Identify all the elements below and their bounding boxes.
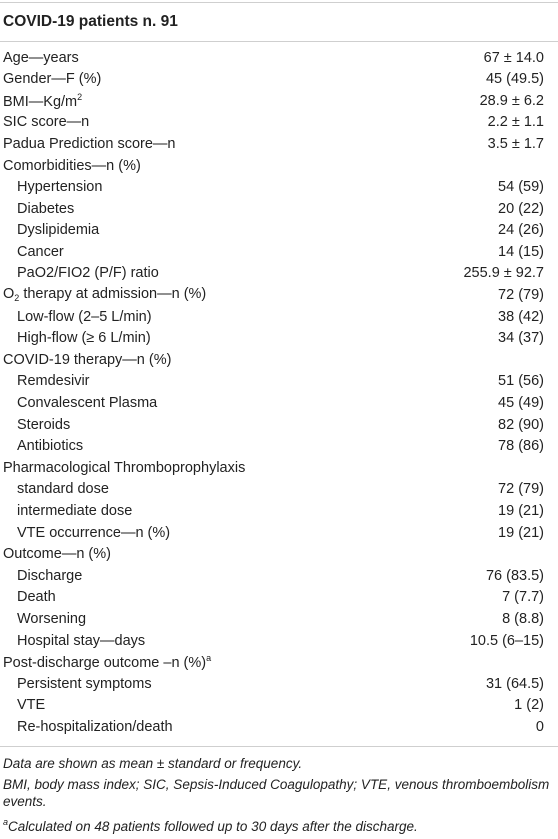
row-label-text-after: therapy at admission—n (%): [19, 286, 207, 303]
row-label-text: Discharge: [17, 567, 83, 584]
row-value: 38 (42): [498, 308, 544, 325]
row-value: 45 (49): [498, 395, 544, 412]
row-label-text: Antibiotics: [17, 438, 84, 455]
table-row: [0, 306, 558, 328]
row-value: 24 (26): [498, 222, 544, 239]
table-row: [0, 133, 558, 155]
row-label-superscript: 2: [77, 91, 83, 102]
note-footnote-a: [3, 814, 555, 835]
table-row: [0, 371, 558, 393]
row-label-text: Hypertension: [17, 179, 103, 196]
row-label-text: VTE occurrence—n (%): [17, 524, 171, 541]
row-value: 255.9 ± 92.7: [463, 265, 544, 282]
table-row: [0, 69, 558, 91]
row-label-text: O: [3, 286, 15, 303]
row-label-text: BMI—Kg/m: [3, 93, 78, 110]
table-row: [0, 457, 558, 479]
row-value: 3.5 ± 1.7: [487, 135, 544, 152]
table-row: [0, 47, 558, 69]
table-row: [0, 414, 558, 436]
row-label-text: Diabetes: [17, 200, 75, 217]
row-label: [0, 698, 45, 713]
row-label: [0, 677, 152, 692]
row-label-text: Cancer: [17, 243, 64, 260]
row-label-text: Re-hospitalization/death: [17, 718, 173, 735]
row-label: [0, 482, 109, 497]
row-label: [0, 720, 173, 735]
row-value: 34 (37): [498, 330, 544, 347]
row-value: 10.5 (6–15): [469, 632, 544, 649]
row-label-text: Post-discharge outcome –n (%): [3, 655, 207, 672]
row-value: 76 (83.5): [485, 567, 544, 584]
row-label-text: COVID-19 therapy—n (%): [3, 351, 172, 368]
row-label: [0, 266, 159, 281]
table-row: [0, 263, 558, 285]
row-label: [0, 461, 245, 476]
table-row: [0, 349, 558, 371]
row-label-text: High-flow (≥ 6 L/min): [17, 330, 151, 347]
table-row: [0, 155, 558, 177]
row-value: 54 (59): [498, 179, 544, 196]
row-label-text: Pharmacological Thromboprophylaxis: [3, 459, 246, 476]
table-row: [0, 500, 558, 522]
row-value: 2.2 ± 1.1: [487, 114, 544, 131]
row-value: 19 (21): [498, 503, 544, 520]
row-label: [0, 331, 151, 346]
row-value: 45 (49.5): [485, 71, 544, 88]
row-label: [0, 396, 157, 411]
row-label: [0, 159, 141, 174]
row-label: [0, 569, 82, 584]
table-header: [0, 2, 558, 42]
row-label: [0, 72, 101, 87]
row-value: 72 (79): [498, 481, 544, 498]
row-label-text: standard dose: [17, 481, 109, 498]
table-row: [0, 479, 558, 501]
table-row: [0, 544, 558, 566]
row-value: 82 (90): [498, 416, 544, 433]
footnote-text: Calculated on 48 patients followed up to 30 days after the discharge.: [8, 819, 418, 834]
row-label-text: Steroids: [17, 416, 71, 433]
row-value: 78 (86): [498, 438, 544, 455]
row-value: 0: [535, 718, 544, 735]
table-row: [0, 630, 558, 652]
row-value: 20 (22): [498, 200, 544, 217]
row-label-text: Dyslipidemia: [17, 222, 100, 239]
row-value: 19 (21): [498, 524, 544, 541]
table-row: [0, 241, 558, 263]
row-label-text: Age—years: [3, 49, 79, 66]
row-label-text: Worsening: [17, 610, 87, 627]
table-row: [0, 565, 558, 587]
row-value: 14 (15): [498, 243, 544, 260]
table-row: [0, 220, 558, 242]
row-value: 7 (7.7): [502, 589, 544, 606]
table-row: [0, 198, 558, 220]
row-label-text: SIC score—n: [3, 114, 90, 131]
row-label-superscript: a: [206, 653, 212, 664]
row-label: [0, 353, 171, 368]
table-row: [0, 673, 558, 695]
row-label-text: Remdesivir: [17, 373, 90, 390]
table-row: [0, 608, 558, 630]
row-label-text: Comorbidities—n (%): [3, 157, 141, 174]
table-row: [0, 587, 558, 609]
row-label: [0, 504, 132, 519]
table-row: [0, 695, 558, 717]
row-label: [0, 418, 70, 433]
row-label: [0, 245, 64, 260]
table-title: COVID-19 patients n. 91: [3, 13, 178, 30]
note-definition: Data are shown as mean ± standard or frequency.: [3, 756, 303, 771]
footnote-marker: a: [3, 817, 9, 827]
row-label: [0, 115, 89, 130]
table-body: [0, 42, 558, 738]
row-label-text: Hospital stay—days: [17, 632, 146, 649]
row-value: 67 ± 14.0: [483, 49, 544, 66]
row-label: [0, 590, 56, 605]
row-label: [0, 547, 111, 562]
row-label-text: Death: [17, 589, 56, 606]
row-label: [0, 526, 170, 541]
table-container: [0, 2, 558, 839]
table-row: [0, 177, 558, 199]
row-value: 1 (2): [514, 697, 544, 714]
row-label-text: Padua Prediction score—n: [3, 135, 176, 152]
table-row: [0, 652, 558, 674]
row-label: [0, 93, 82, 110]
row-label: [0, 374, 90, 389]
row-label-text: Low-flow (2–5 L/min): [17, 308, 152, 325]
row-label: [0, 223, 99, 238]
row-label-text: Outcome—n (%): [3, 546, 111, 563]
row-label: [0, 612, 86, 627]
row-label-text: Persistent symptoms: [17, 675, 152, 692]
row-label-text: PaO2/FIO2 (P/F) ratio: [17, 265, 159, 282]
row-value: 31 (64.5): [485, 675, 544, 692]
row-label-text: VTE: [17, 697, 46, 714]
row-label: [0, 51, 79, 66]
table-row: [0, 436, 558, 458]
table-row: [0, 328, 558, 350]
table-row: [0, 393, 558, 415]
row-value: 8 (8.8): [502, 610, 544, 627]
table-row: [0, 90, 558, 112]
row-label: [0, 654, 211, 671]
row-label: [0, 287, 206, 303]
row-label: [0, 137, 176, 152]
row-label-text: Convalescent Plasma: [17, 395, 158, 412]
row-value: 51 (56): [498, 373, 544, 390]
table-notes: [0, 747, 558, 835]
row-value: 28.9 ± 6.2: [479, 92, 544, 109]
table-row: [0, 716, 558, 738]
table-row: [0, 522, 558, 544]
row-label: [0, 634, 145, 649]
row-label-text: intermediate dose: [17, 503, 133, 520]
table-row: [0, 285, 558, 307]
row-label: [0, 202, 74, 217]
row-label-subscript: 2: [14, 293, 20, 304]
row-label: [0, 180, 102, 195]
row-label: [0, 439, 83, 454]
note-abbreviations: BMI, body mass index; SIC, Sepsis-Induced Coagulopathy; VTE, venous thromboembolism events.: [3, 777, 550, 809]
row-label: [0, 310, 152, 325]
table-row: [0, 112, 558, 134]
row-value: 72 (79): [498, 287, 544, 304]
row-label-text: Gender—F (%): [3, 71, 102, 88]
